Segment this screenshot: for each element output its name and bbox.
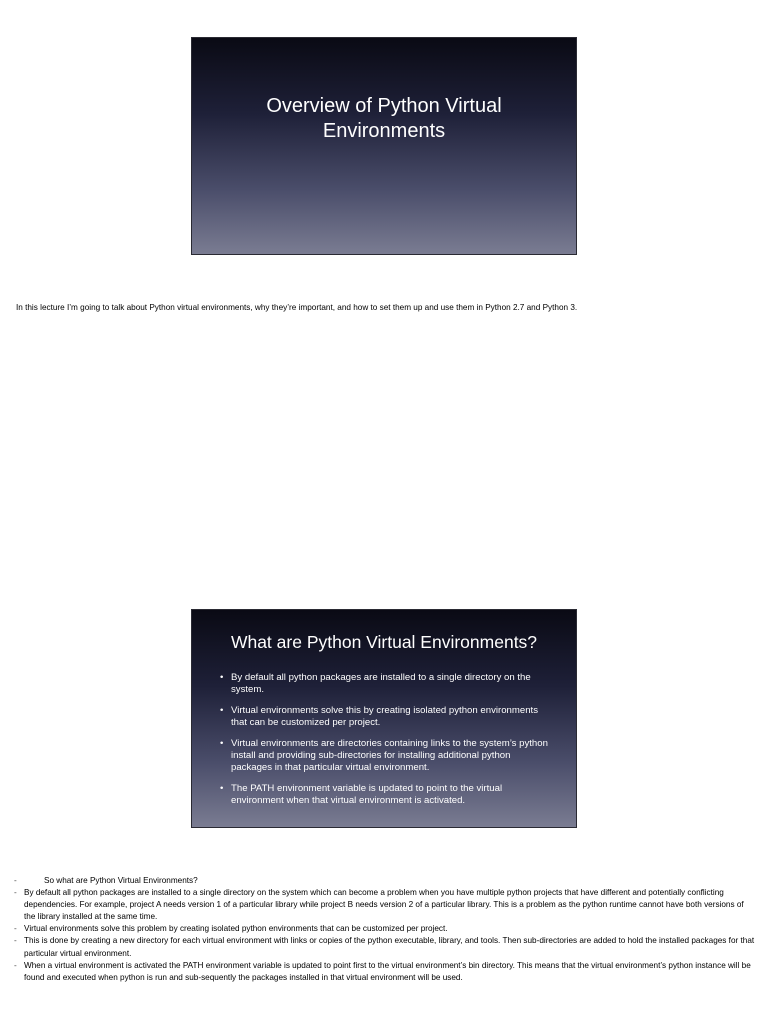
slide-overview: [191, 37, 577, 255]
speaker-note-item: - By default all python packages are installed to a single directory on the system which can become a problem when you have multiple python projects that have different and potentially conflicting dependencies. For example, project A needs version 1 of a particular library while project B needs version 2 of a particular library. This is a problem as the python runtime cannot have both versions of the library installed at the same time.: [14, 887, 756, 923]
speaker-note-item: - So what are Python Virtual Environments?: [14, 875, 756, 887]
speaker-note-item: - When a virtual environment is activated the PATH environment variable is updated to point first to the virtual environment’s bin directory. This means that the virtual environment’s python instance will be found and executed when python is run and sub-sequently the packages installed in that virtual environment will be used.: [14, 960, 756, 984]
slide-bullet: • The PATH environment variable is updated to point to the virtual environment when that virtual environment is activated.: [218, 783, 548, 807]
slide-bullet: • Virtual environments are directories containing links to the system’s python install and providing sub-directories for installing additional python packages in that particular virtual environment.: [218, 738, 548, 775]
slide-bullet: • By default all python packages are installed to a single directory on the system.: [218, 672, 548, 696]
slide-bullet-list: [218, 672, 548, 816]
speaker-notes-list: [14, 875, 756, 984]
slide-what-are-venvs: [191, 609, 577, 828]
speaker-note-item: - Virtual environments solve this problem by creating isolated python environments that can be customized per project.: [14, 923, 756, 935]
speaker-note-item: - This is done by creating a new directory for each virtual environment with links or copies of the python executable, library, and tools. Then sub-directories are added to hold the installed packages for that particular virtual environment.: [14, 935, 756, 959]
slide-bullet: • Virtual environments solve this by creating isolated python environments that can be customized per project.: [218, 705, 548, 729]
slide-title: Overview of Python Virtual Environments: [266, 95, 502, 142]
slide-title: What are Python Virtual Environments?: [230, 632, 538, 652]
speaker-note-intro: In this lecture I’m going to talk about Python virtual environments, why they’re important, and how to set them up and use them in Python 2.7 and Python 3.: [16, 303, 578, 312]
